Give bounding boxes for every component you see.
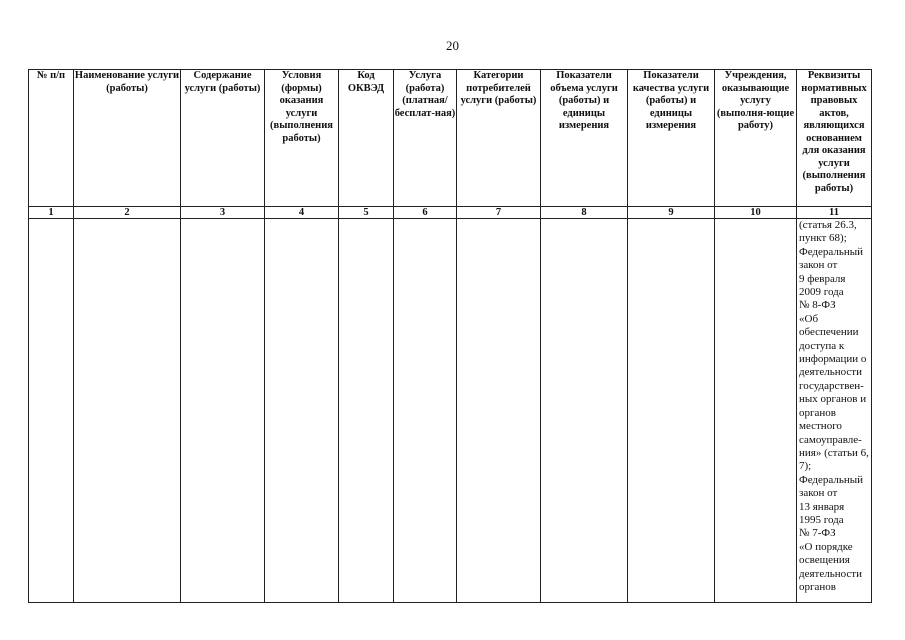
column-number: 9	[628, 207, 715, 219]
header-volume-indicators: Показатели объема услуги (работы) и единицы измерения	[541, 70, 628, 207]
legal-acts-line: органов	[799, 580, 836, 593]
header-quality-indicators: Показатели качества услуги (работы) и единицы измерения	[628, 70, 715, 207]
header-okved-code: Код ОКВЭД	[339, 70, 394, 207]
column-number: 8	[541, 207, 628, 219]
column-number: 1	[29, 207, 74, 219]
header-row	[29, 70, 872, 207]
legal-acts-line: деятельности	[799, 366, 862, 379]
legal-acts-line: 9 февраля	[799, 272, 846, 285]
column-number: 2	[74, 207, 181, 219]
table-cell	[457, 219, 541, 603]
legal-acts-line: самоуправле-	[799, 433, 862, 446]
legal-acts-line: освещения	[799, 554, 850, 567]
legal-acts-line: обеспечении	[799, 326, 859, 339]
services-table	[28, 69, 872, 603]
table-cell	[29, 219, 74, 603]
table-cell	[74, 219, 181, 603]
column-number: 4	[265, 207, 339, 219]
table-cell	[541, 219, 628, 603]
page-number: 20	[446, 38, 459, 53]
legal-acts-line: № 8-ФЗ	[799, 299, 836, 312]
header-institutions: Учреждения, оказывающие услугу (выполня-ющие работу)	[715, 70, 797, 207]
table-cell	[628, 219, 715, 603]
legal-acts-line: ных органов и	[799, 393, 867, 406]
legal-acts-line: 7);	[799, 460, 812, 473]
legal-acts-line: деятельности	[799, 567, 862, 580]
table-cell	[181, 219, 265, 603]
legal-acts-cell	[797, 219, 872, 603]
legal-acts-line: «Об	[799, 312, 819, 325]
column-number: 6	[394, 207, 457, 219]
legal-acts-line: № 7-ФЗ	[799, 527, 836, 540]
legal-acts-line: 1995 года	[799, 513, 844, 526]
legal-acts-line: закон от	[799, 487, 838, 500]
header-service-name: Наименование услуги (работы)	[74, 70, 181, 207]
legal-acts-line: государствен-	[799, 379, 864, 392]
header-conditions: Условия (формы) оказания услуги (выполнения работы)	[265, 70, 339, 207]
header-paid-free: Услуга (работа) (платная/ бесплат-ная)	[394, 70, 457, 207]
legal-acts-line: «О порядке	[799, 540, 853, 553]
legal-acts-line: (статья 26.3,	[799, 219, 857, 231]
legal-acts-line: информации о	[799, 353, 867, 366]
table-cell	[394, 219, 457, 603]
legal-acts-line: ния» (статьи 6,	[799, 446, 869, 459]
legal-acts-line: пункт 68);	[799, 232, 847, 245]
legal-acts-line: закон от	[799, 259, 838, 272]
legal-acts-line: органов	[799, 406, 836, 419]
column-number: 10	[715, 207, 797, 219]
header-service-content: Содержание услуги (работы)	[181, 70, 265, 207]
table-cell	[265, 219, 339, 603]
legal-acts-line: местного	[799, 420, 842, 433]
header-index: № п/п	[29, 70, 74, 207]
legal-acts-line: доступа к	[799, 339, 845, 352]
header-legal-acts: Реквизиты нормативных правовых актов, являющихся основанием для оказания услуги (выполнения работы)	[797, 70, 872, 207]
legal-acts-line: Федеральный	[799, 473, 864, 486]
header-consumer-categories: Категории потребителей услуги (работы)	[457, 70, 541, 207]
legal-acts-line: 13 января	[799, 500, 845, 513]
column-number: 11	[797, 207, 872, 219]
legal-acts-line: 2009 года	[799, 286, 844, 299]
table-cell	[715, 219, 797, 603]
legal-acts-line: Федеральный	[799, 245, 864, 258]
column-number: 5	[339, 207, 394, 219]
table-row	[29, 219, 872, 603]
column-number-row	[29, 207, 872, 219]
column-number: 3	[181, 207, 265, 219]
table-cell	[339, 219, 394, 603]
column-number: 7	[457, 207, 541, 219]
